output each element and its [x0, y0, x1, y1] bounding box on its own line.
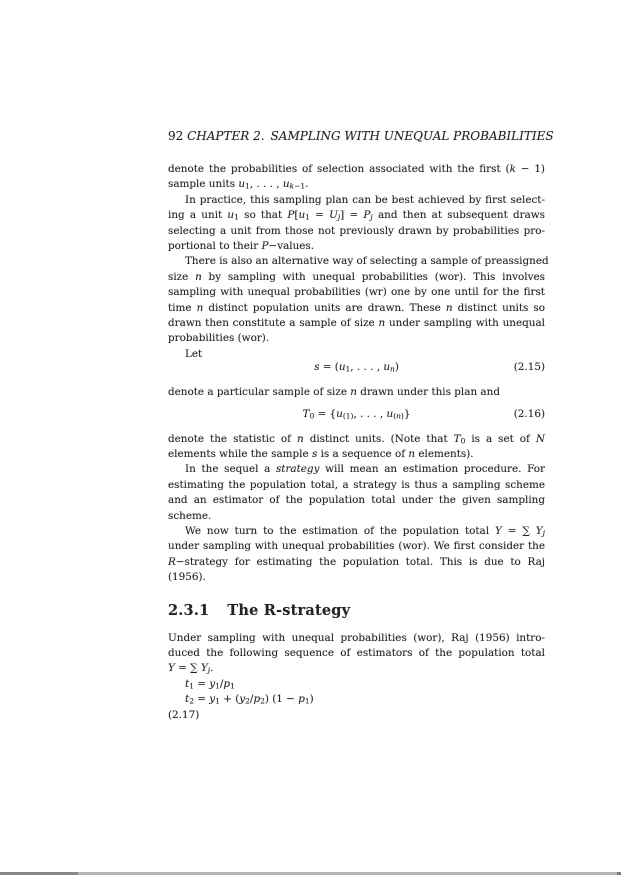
- text-line: under sampling with unequal probabilities (wor). We first consider the: [168, 540, 545, 553]
- text-line: ing a unit $u_1$ so that $P[u_1 = U_j] = P_j$ and then at subsequent draws: [168, 209, 546, 222]
- text-line: R−strategy for estimating the population total. This is due to Raj: [168, 555, 545, 568]
- paragraph: [168, 631, 545, 677]
- text-line: In practice, this sampling plan can be best achieved by first select-: [185, 193, 545, 206]
- estimator-equations: [168, 677, 545, 723]
- text-line: Let: [185, 347, 203, 360]
- page-header: [168, 129, 554, 144]
- scrollbar-thumb[interactable]: [0, 872, 78, 875]
- equation-2-15: [168, 360, 545, 375]
- equation-2-16: [168, 407, 545, 422]
- text-line: Y = ∑ $Y_j$.: [168, 662, 214, 676]
- text-line: (1956).: [168, 571, 206, 584]
- section-heading: [168, 601, 545, 621]
- text-line: scheme.: [168, 509, 212, 522]
- paragraph: [168, 385, 545, 400]
- paragraph: [168, 162, 545, 193]
- text-line: sample units $u_1$, . . . , $u_{k-1}$.: [168, 178, 309, 192]
- text-line: denote a particular sample of size n drawn under this plan and: [168, 385, 500, 398]
- scrollbar-end-cap[interactable]: [617, 872, 621, 875]
- running-title: CHAPTER 2. SAMPLING WITH UNEQUAL PROBABILITIES: [187, 129, 554, 143]
- text-line: denote the statistic of n distinct units. (Note that $T_0$ is a set of N: [168, 432, 545, 446]
- text-line: time n distinct population units are drawn. These n distinct units so: [168, 301, 545, 314]
- horizontal-scrollbar[interactable]: [0, 872, 621, 875]
- paragraph: [168, 193, 545, 255]
- text-line: portional to their P−values.: [168, 240, 315, 253]
- text-line: We now turn to the estimation of the population total Y = ∑ $Y_j$: [185, 524, 545, 538]
- text-line: size n by sampling with unequal probabilities (wor). This involves: [168, 270, 545, 283]
- paragraph: [168, 524, 545, 586]
- section-title: The R-strategy: [227, 601, 351, 619]
- text-line: and an estimator of the population total under the given sampling: [168, 494, 545, 507]
- document-page: [168, 129, 554, 723]
- text-line: elements while the sample s is a sequence of n elements).: [168, 447, 474, 460]
- paragraph: [168, 254, 549, 346]
- equation-number: (2.17): [168, 708, 200, 721]
- text-line: duced the following sequence of estimators of the population total: [168, 646, 545, 659]
- paragraph: [168, 432, 545, 463]
- text-line: probabilities (wor).: [168, 332, 270, 345]
- document-body: [168, 162, 549, 723]
- equation-body: $T_0 = \{u_{(1)}$, . . . , $u_{(n)}$}: [302, 408, 411, 421]
- page-number: 92: [168, 129, 184, 143]
- text-line: In the sequel a strategy will mean an estimation procedure. For: [185, 463, 545, 476]
- equation-number: (2.16): [513, 408, 545, 421]
- math-line: $t_2 = y_1 + (y_2/p_2) (1 - p_1)$: [185, 693, 314, 706]
- text-line: drawn then constitute a sample of size n under sampling with unequal: [168, 317, 545, 330]
- math-line: $t_1 = y_1/p_1$: [185, 677, 235, 691]
- text-line: selecting a unit from those not previously drawn by probabilities pro-: [168, 224, 545, 237]
- text-line: estimating the population total, a strategy is thus a sampling scheme: [168, 478, 545, 491]
- text-line: Under sampling with unequal probabilities (wor), Raj (1956) intro-: [168, 631, 545, 644]
- text-line: denote the probabilities of selection associated with the first (k − 1): [168, 163, 545, 175]
- paragraph: [168, 462, 545, 524]
- equation-number: (2.15): [513, 361, 545, 374]
- equation-body: $s = (u_1$, . . . , $u_n$): [314, 361, 399, 374]
- section-number: 2.3.1: [168, 601, 210, 619]
- text-line: There is also an alternative way of selecting a sample of preassigned: [185, 255, 549, 268]
- text-line: sampling with unequal probabilities (wr) one by one until for the first: [168, 286, 545, 299]
